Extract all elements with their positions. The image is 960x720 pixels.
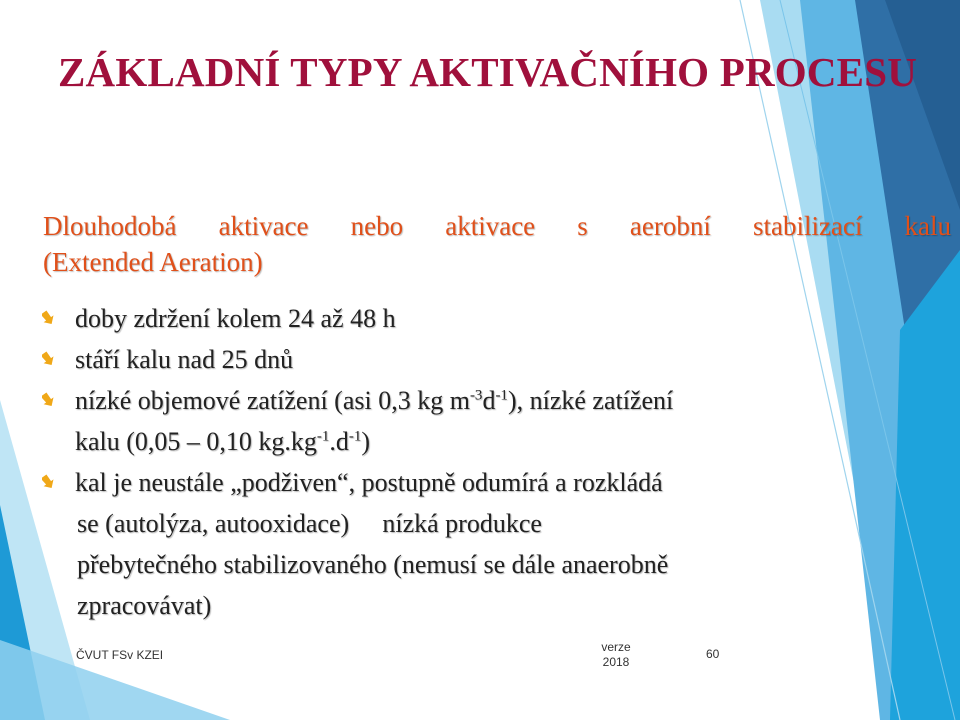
subtitle-line-2: (Extended Aeration) [43, 247, 263, 277]
superscript: -1 [316, 428, 330, 445]
text-run: kalu (0,05 – 0,10 kg.kg [75, 427, 317, 456]
arrow-bullet-icon [42, 351, 56, 367]
bullet-item [42, 380, 822, 462]
text-run: nízké objemové zatížení (asi 0,3 kg m [75, 386, 470, 415]
footer-version-year: 2018 [602, 655, 630, 669]
superscript: -3 [469, 387, 483, 404]
bullet-line: přebytečného stabilizovaného (nemusí se dále anaerobně [77, 550, 669, 579]
footer-version [596, 640, 636, 670]
slide-title: ZÁKLADNÍ TYPY AKTIVAČNÍHO PROCESU [58, 49, 918, 95]
superscript: -1 [495, 387, 508, 404]
bullet-item [42, 462, 822, 626]
bullet-line: zpracovávat) [77, 591, 212, 620]
arrow-bullet-icon [42, 310, 56, 326]
subtitle-line-1: Dlouhodobá aktivace nebo aktivace s aerobní stabilizací kalu [43, 211, 951, 241]
bullet-text: doby zdržení kolem 24 až 48 h [75, 304, 396, 333]
bullet-line [75, 380, 822, 421]
bullet-item [42, 339, 822, 380]
page-number: 60 [706, 647, 720, 661]
text-run: ) [361, 427, 371, 456]
bullet-text: stáří kalu nad 25 dnů [75, 345, 294, 374]
superscript: -1 [348, 428, 362, 445]
bullet-list [42, 298, 822, 626]
text-run: d [482, 386, 496, 415]
text-run: .d [329, 427, 349, 456]
slide-subtitle [43, 208, 951, 280]
footer-organization: ČVUT FSv KZEI [76, 648, 164, 662]
arrow-bullet-icon [42, 474, 56, 490]
footer-version-label: verze [601, 640, 631, 654]
bullet-line [75, 421, 822, 462]
bullet-item [42, 298, 822, 339]
arrow-bullet-icon [42, 392, 56, 408]
text-run: ), nízké zatížení [507, 386, 674, 415]
bullet-line: se (autolýza, autooxidace) nízká produkce [77, 509, 516, 538]
bullet-line: kal je neustále „podživen“, postupně odumírá a rozkládá [75, 468, 663, 497]
